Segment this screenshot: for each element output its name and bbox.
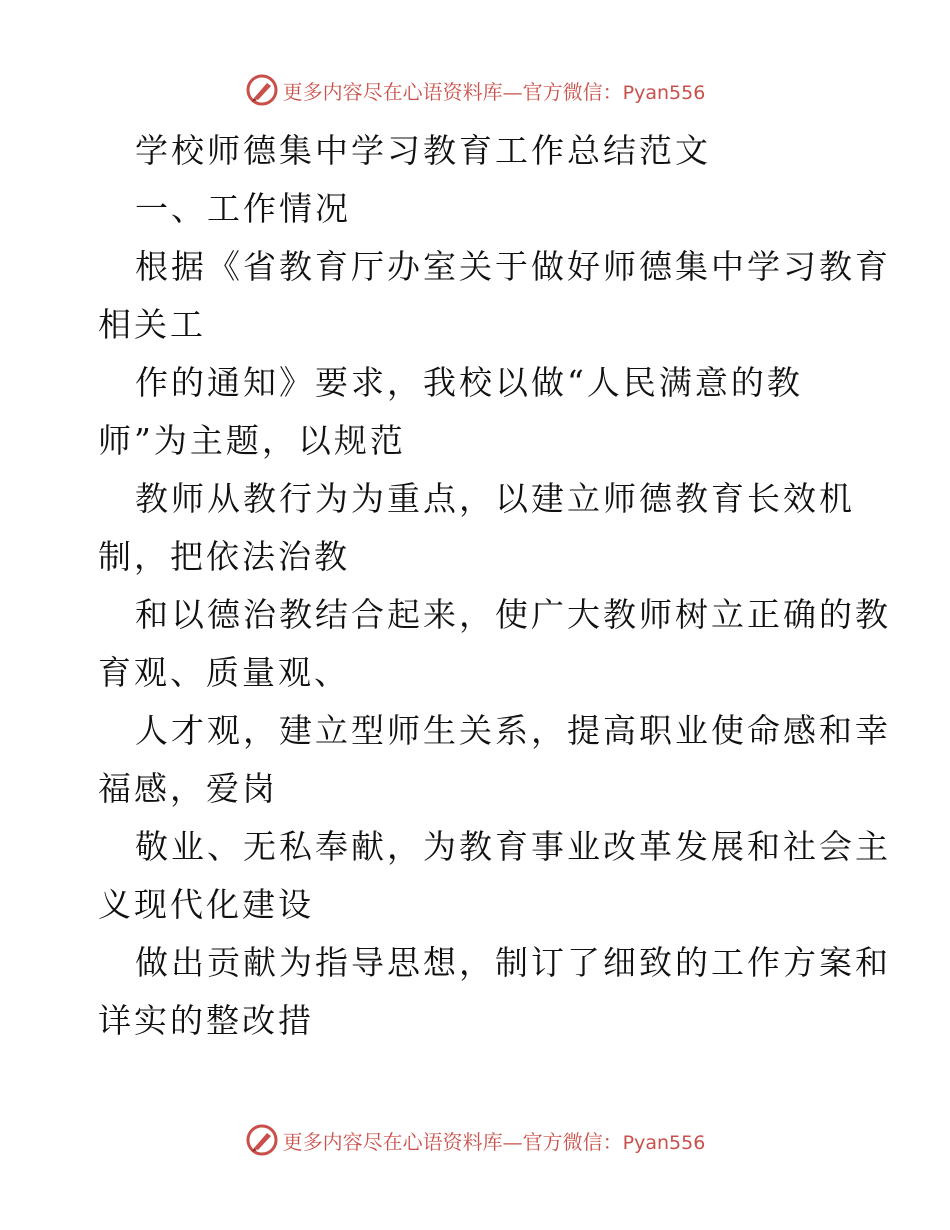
paragraph-line: 和以德治教结合起来，使广大教师树立正确的教 [135, 595, 891, 634]
paragraph-line: 相关工 [98, 305, 206, 344]
paragraph-line: 人才观，建立型师生关系，提高职业使命感和幸 [135, 711, 891, 750]
header-watermark [0, 70, 950, 110]
paragraph-line: 教师从教行为为重点，以建立师德教育长效机 [135, 479, 855, 518]
paragraph-line: 制，把依法治教 [98, 537, 350, 576]
document-title: 学校师德集中学习教育工作总结范文 [135, 131, 711, 170]
paragraph-line: 详实的整改措 [98, 1001, 314, 1040]
paragraph-line: 福感，爱岗 [98, 769, 278, 808]
paragraph-line: 敬业、无私奉献，为教育事业改革发展和社会主 [135, 827, 891, 866]
paragraph-line: 根据《省教育厅办室关于做好师德集中学习教育 [135, 247, 891, 286]
document-body [98, 122, 891, 1050]
watermark-text: 更多内容尽在心语资料库—官方微信：Pyan556 [282, 1129, 706, 1154]
watermark-wechat-id: Pyan556 [622, 81, 706, 104]
section-heading: 一、工作情况 [135, 189, 351, 228]
paragraph-line: 师”为主题，以规范 [98, 421, 406, 460]
watermark-text: 更多内容尽在心语资料库—官方微信：Pyan556 [282, 79, 706, 104]
paragraph-line: 义现代化建设 [98, 885, 314, 924]
watermark-wechat-id: Pyan556 [622, 1131, 706, 1154]
paragraph-line: 做出贡献为指导思想，制订了细致的工作方案和 [135, 943, 891, 982]
pen-logo-icon [245, 73, 279, 107]
footer-watermark [0, 1120, 950, 1160]
paragraph-line: 育观、质量观、 [98, 653, 350, 692]
paragraph-line: 作的通知》要求，我校以做“人民满意的教 [135, 363, 803, 402]
pen-logo-icon [245, 1123, 279, 1157]
